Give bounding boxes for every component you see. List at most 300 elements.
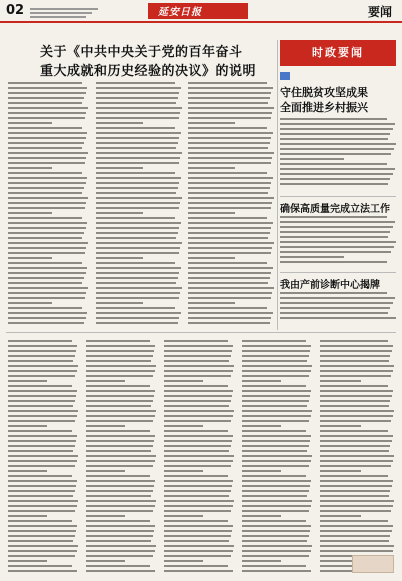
text-line: [320, 480, 393, 482]
text-line: [164, 560, 203, 562]
text-line: [188, 167, 235, 169]
text-line: [188, 307, 267, 309]
text-line: [280, 163, 387, 165]
fold-rule: [6, 332, 396, 333]
text-line: [320, 550, 393, 552]
text-line: [164, 530, 232, 532]
text-line: [280, 216, 387, 218]
text-line: [86, 500, 156, 502]
text-line: [280, 173, 393, 175]
text-line: [188, 312, 273, 314]
text-line: [164, 455, 234, 457]
sidebar-banner: [280, 40, 396, 66]
text-line: [242, 550, 311, 552]
text-line: [96, 302, 143, 304]
text-line: [242, 560, 281, 562]
text-line: [280, 292, 387, 294]
text-line: [280, 317, 396, 319]
text-line: [188, 227, 271, 229]
text-line: [8, 142, 84, 144]
text-line: [96, 92, 179, 94]
text-line: [164, 485, 232, 487]
text-line: [242, 350, 310, 352]
text-line: [188, 187, 270, 189]
text-line: [8, 420, 75, 422]
text-line: [164, 345, 233, 347]
text-line: [242, 405, 307, 407]
text-line: [8, 312, 87, 314]
text-line: [8, 480, 77, 482]
text-line: [86, 510, 153, 512]
text-line: [188, 297, 271, 299]
page-header: [0, 0, 402, 38]
text-line: [320, 455, 394, 457]
text-line: [96, 187, 178, 189]
section-title: 要闻: [367, 5, 392, 19]
text-line: [188, 207, 271, 209]
headline-line-1: 关于《中共中央关于党的百年奋斗: [40, 45, 243, 60]
text-line: [8, 515, 47, 517]
text-line: [188, 262, 267, 264]
text-line: [86, 450, 151, 452]
text-line: [8, 97, 84, 99]
lower-column-5: [320, 340, 394, 575]
text-line: [8, 247, 86, 249]
text-line: [188, 317, 271, 319]
text-line: [96, 217, 175, 219]
text-line: [242, 390, 311, 392]
text-line: [8, 435, 77, 437]
text-line: [8, 292, 86, 294]
text-line: [96, 147, 176, 149]
text-line: [8, 127, 82, 129]
text-line: [164, 460, 233, 462]
text-line: [8, 282, 82, 284]
text-line: [164, 520, 228, 522]
text-line: [320, 390, 393, 392]
text-line: [280, 246, 394, 248]
text-line: [8, 107, 88, 109]
text-line: [242, 440, 310, 442]
text-line: [8, 370, 77, 372]
sidebar-item-3-title: 我由产前诊断中心揭牌: [280, 280, 380, 291]
text-line: [8, 460, 77, 462]
text-line: [164, 365, 234, 367]
masthead-meta: [30, 6, 100, 20]
lower-column-3: [164, 340, 234, 575]
text-line: [86, 550, 155, 552]
text-line: [164, 550, 233, 552]
text-line: [320, 525, 393, 527]
text-line: [86, 560, 125, 562]
text-line: [280, 251, 391, 253]
text-line: [320, 375, 391, 377]
text-line: [242, 480, 311, 482]
text-line: [86, 565, 150, 567]
text-line: [188, 267, 273, 269]
text-line: [320, 475, 388, 477]
text-line: [8, 102, 82, 104]
text-line: [188, 137, 271, 139]
text-line: [8, 307, 82, 309]
text-line: [280, 256, 344, 258]
text-line: [8, 375, 75, 377]
column-divider: [277, 40, 278, 330]
text-line: [86, 375, 153, 377]
text-line: [164, 425, 203, 427]
text-line: [320, 345, 393, 347]
text-line: [86, 555, 153, 557]
text-line: [242, 535, 309, 537]
text-line: [280, 123, 395, 125]
text-line: [8, 207, 85, 209]
text-line: [164, 545, 234, 547]
text-line: [188, 92, 271, 94]
text-line: [320, 370, 393, 372]
text-line: [280, 231, 390, 233]
text-line: [242, 510, 309, 512]
text-line: [164, 360, 229, 362]
text-line: [188, 322, 270, 324]
text-line: [280, 307, 390, 309]
text-line: [8, 360, 73, 362]
sidebar-item-1-title-a: 守住脱贫攻坚成果: [280, 86, 368, 99]
text-line: [86, 515, 125, 517]
article-column-2: [96, 82, 182, 327]
text-line: [8, 500, 78, 502]
text-line: [320, 395, 392, 397]
text-line: [164, 385, 228, 387]
text-line: [242, 450, 307, 452]
text-line: [242, 470, 281, 472]
text-line: [280, 312, 388, 314]
text-line: [164, 525, 233, 527]
text-line: [188, 242, 274, 244]
text-line: [320, 435, 393, 437]
text-line: [8, 440, 76, 442]
text-line: [164, 555, 231, 557]
text-line: [242, 500, 312, 502]
text-line: [86, 415, 155, 417]
text-line: [96, 312, 181, 314]
text-line: [320, 460, 393, 462]
text-line: [242, 345, 311, 347]
text-line: [86, 370, 155, 372]
text-line: [242, 435, 311, 437]
text-line: [86, 570, 155, 572]
text-line: [8, 475, 72, 477]
text-line: [96, 82, 175, 84]
text-line: [86, 395, 154, 397]
text-line: [8, 157, 86, 159]
text-line: [8, 277, 84, 279]
text-line: [242, 395, 310, 397]
text-line: [280, 302, 393, 304]
text-line: [96, 107, 182, 109]
text-line: [8, 112, 86, 114]
text-line: [320, 380, 361, 382]
text-line: [164, 355, 231, 357]
text-line: [242, 525, 311, 527]
text-line: [96, 127, 175, 129]
text-line: [8, 232, 84, 234]
text-line: [320, 360, 389, 362]
text-line: [280, 168, 395, 170]
text-line: [188, 127, 267, 129]
text-line: [8, 550, 77, 552]
text-line: [188, 147, 268, 149]
text-line: [280, 148, 394, 150]
text-line: [8, 340, 72, 342]
text-line: [86, 390, 155, 392]
text-line: [86, 490, 153, 492]
text-line: [242, 385, 306, 387]
text-line: [86, 365, 156, 367]
text-line: [188, 247, 272, 249]
text-line: [8, 137, 86, 139]
text-line: [320, 465, 391, 467]
text-line: [8, 505, 77, 507]
text-line: [96, 152, 182, 154]
headline-line-2: 重大成就和历史经验的决议》的说明: [40, 64, 257, 79]
text-line: [96, 307, 175, 309]
text-line: [86, 475, 150, 477]
text-line: [188, 102, 268, 104]
text-line: [280, 261, 387, 263]
text-line: [8, 405, 73, 407]
text-line: [8, 345, 77, 347]
text-line: [242, 540, 307, 542]
text-line: [96, 227, 179, 229]
text-line: [164, 380, 203, 382]
sidebar-item-1-body: [280, 118, 396, 188]
header-rule: [0, 21, 402, 23]
text-line: [188, 232, 270, 234]
text-line: [8, 167, 52, 169]
text-line: [164, 415, 233, 417]
text-line: [320, 530, 392, 532]
text-line: [188, 152, 274, 154]
text-line: [320, 350, 392, 352]
text-line: [164, 390, 233, 392]
text-line: [320, 405, 389, 407]
text-line: [164, 420, 231, 422]
text-line: [86, 505, 155, 507]
text-line: [164, 540, 229, 542]
text-line: [8, 202, 86, 204]
text-line: [8, 92, 86, 94]
text-line: [8, 222, 87, 224]
text-line: [8, 227, 86, 229]
text-line: [8, 450, 73, 452]
text-line: [86, 545, 156, 547]
text-line: [188, 82, 267, 84]
text-line: [96, 262, 175, 264]
text-line: [188, 112, 272, 114]
text-line: [188, 257, 235, 259]
sidebar-banner-label: 时政要闻: [312, 46, 364, 59]
text-line: [96, 322, 178, 324]
text-line: [86, 470, 125, 472]
text-line: [96, 277, 178, 279]
text-line: [8, 152, 88, 154]
text-line: [96, 202, 180, 204]
text-line: [96, 137, 179, 139]
text-line: [280, 241, 396, 243]
text-line: [188, 122, 235, 124]
text-line: [86, 530, 154, 532]
text-line: [320, 365, 394, 367]
text-line: [96, 97, 178, 99]
text-line: [188, 212, 235, 214]
text-line: [320, 355, 390, 357]
text-line: [242, 380, 281, 382]
text-line: [86, 455, 156, 457]
text-line: [164, 495, 229, 497]
watermark-badge-icon: [352, 555, 394, 573]
text-line: [8, 267, 87, 269]
text-line: [280, 183, 388, 185]
text-line: [86, 495, 151, 497]
text-line: [96, 272, 179, 274]
text-line: [320, 515, 361, 517]
text-line: [8, 237, 82, 239]
text-line: [188, 217, 267, 219]
text-line: [164, 430, 228, 432]
text-line: [242, 505, 311, 507]
text-line: [320, 440, 392, 442]
text-line: [320, 410, 394, 412]
text-line: [164, 535, 231, 537]
text-line: [320, 420, 391, 422]
text-line: [8, 272, 86, 274]
lower-column-4: [242, 340, 312, 575]
text-line: [96, 87, 181, 89]
text-line: [8, 162, 85, 164]
text-line: [320, 490, 390, 492]
text-line: [242, 365, 312, 367]
text-line: [8, 262, 82, 264]
text-line: [164, 375, 231, 377]
text-line: [188, 107, 274, 109]
text-line: [96, 117, 179, 119]
text-line: [188, 222, 273, 224]
text-line: [320, 425, 361, 427]
text-line: [8, 252, 85, 254]
text-line: [8, 257, 52, 259]
text-line: [96, 172, 175, 174]
text-line: [188, 177, 273, 179]
text-line: [8, 117, 85, 119]
page-number: 02: [6, 3, 25, 18]
text-line: [188, 87, 273, 89]
text-line: [242, 430, 306, 432]
text-line: [8, 317, 86, 319]
text-line: [8, 355, 75, 357]
text-line: [8, 182, 86, 184]
text-line: [8, 525, 77, 527]
text-line: [96, 182, 179, 184]
text-line: [96, 157, 180, 159]
text-line: [8, 365, 78, 367]
text-line: [86, 385, 150, 387]
text-line: [86, 360, 151, 362]
text-line: [320, 450, 389, 452]
text-line: [96, 252, 179, 254]
text-line: [164, 475, 228, 477]
text-line: [8, 410, 78, 412]
text-line: [8, 87, 87, 89]
sidebar-divider: [280, 196, 396, 197]
newspaper-logo-icon: 延安日报: [158, 7, 202, 18]
text-line: [96, 257, 143, 259]
text-line: [188, 237, 268, 239]
text-line: [8, 197, 88, 199]
text-line: [86, 485, 154, 487]
text-line: [242, 555, 309, 557]
text-line: [8, 147, 82, 149]
text-line: [188, 117, 271, 119]
text-line: [188, 252, 271, 254]
text-line: [280, 158, 344, 160]
lower-column-1: [8, 340, 78, 575]
text-line: [8, 545, 78, 547]
text-line: [188, 302, 235, 304]
text-line: [280, 118, 387, 120]
sidebar-tag: [280, 72, 290, 80]
text-line: [164, 440, 232, 442]
text-line: [96, 267, 181, 269]
text-line: [188, 292, 272, 294]
sidebar-item-2-body: [280, 216, 396, 266]
text-line: [320, 495, 389, 497]
text-line: [242, 530, 310, 532]
text-line: [164, 395, 232, 397]
text-line: [242, 485, 310, 487]
text-line: [188, 272, 271, 274]
text-line: [86, 465, 153, 467]
text-line: [242, 445, 309, 447]
text-line: [96, 192, 176, 194]
text-line: [242, 570, 311, 572]
text-line: [188, 192, 268, 194]
text-line: [188, 97, 270, 99]
text-line: [96, 247, 180, 249]
text-line: [320, 470, 361, 472]
text-line: [86, 350, 154, 352]
text-line: [96, 102, 176, 104]
text-line: [86, 525, 155, 527]
text-line: [96, 132, 181, 134]
text-line: [280, 236, 388, 238]
text-line: [242, 475, 306, 477]
text-line: [96, 317, 179, 319]
text-line: [164, 405, 229, 407]
text-line: [86, 445, 153, 447]
text-line: [320, 385, 388, 387]
text-line: [242, 515, 281, 517]
text-line: [8, 470, 47, 472]
text-line: [8, 510, 75, 512]
text-line: [86, 425, 125, 427]
text-line: [280, 178, 390, 180]
text-line: [86, 405, 151, 407]
text-line: [96, 222, 181, 224]
text-line: [320, 500, 394, 502]
text-line: [320, 520, 388, 522]
text-line: [164, 565, 228, 567]
text-line: [164, 350, 232, 352]
